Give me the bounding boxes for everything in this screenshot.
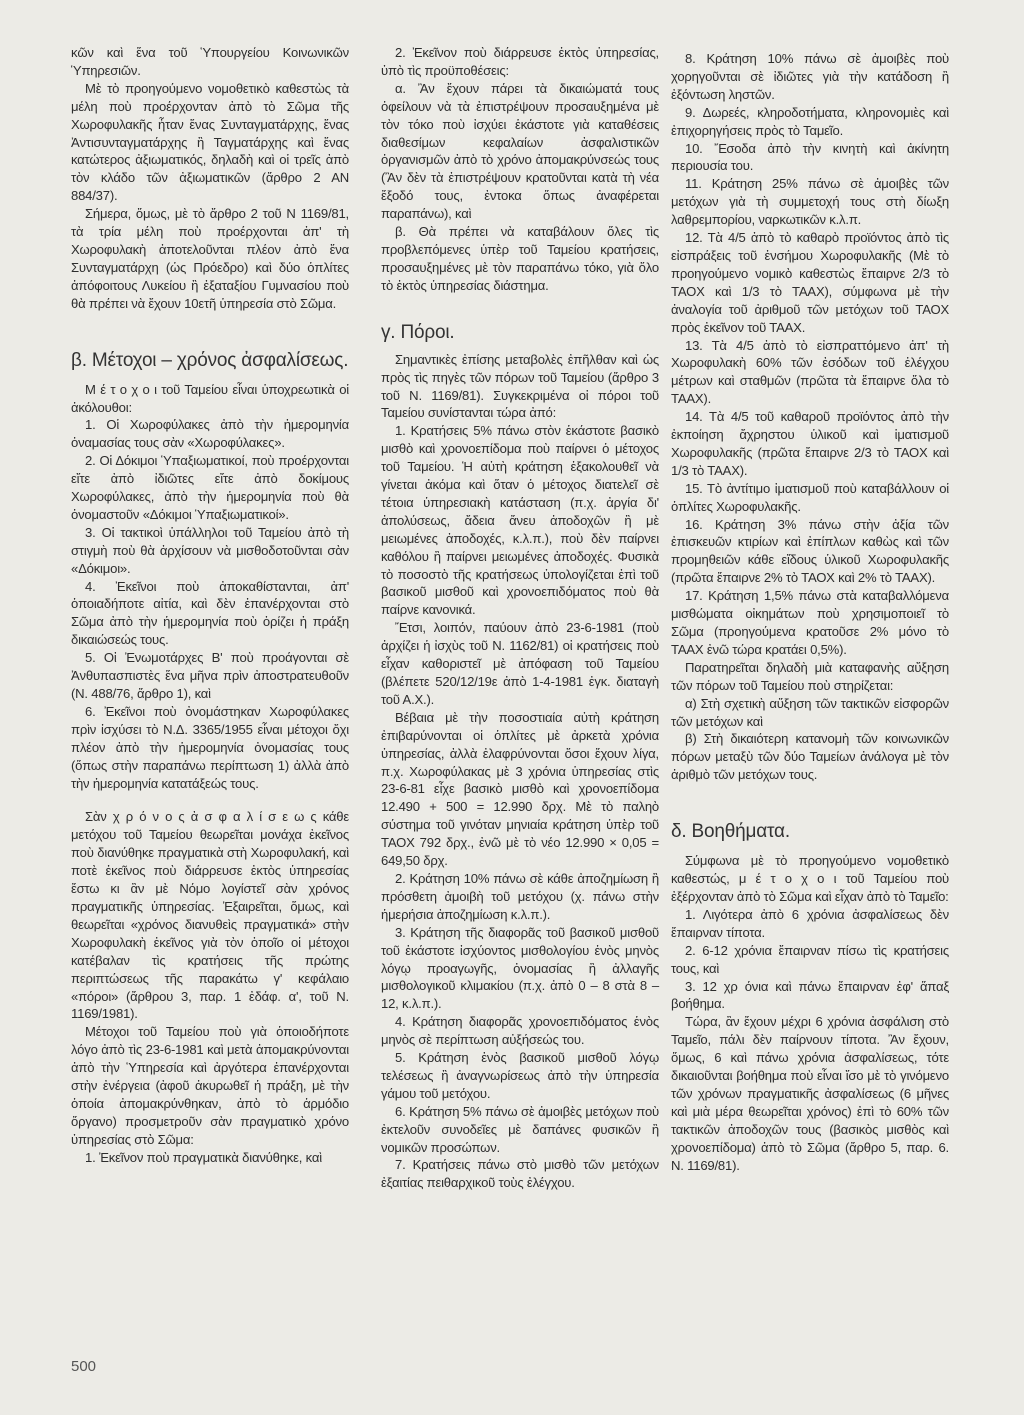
column-left: [71, 44, 349, 1167]
paragraph: 8. Κράτηση 10% πάνω σὲ ἀμοιβὲς ποὺ χορηγοῦνται σὲ ἰδιῶτες γιὰ τὴν κατάδοση ἢ ἐξόντωση ληστῶν.: [671, 51, 949, 102]
paragraph: Μὲ τὸ προηγούμενο νομοθετικὸ καθεστὼς τὰ μέλη ποὺ προέρχονταν ἀπὸ τὸ Σῶμα τῆς Χωροφυλακῆς ἦταν ἕνας Συνταγματάρχης, ἕνας Ἀντισυνταγματάρχης ἢ Ταγματάρχης καὶ ἕνας κατώτερος ἀξιωματικός, δηλαδὴ καὶ οἱ τρεῖς ἀπὸ τὸν κλάδο τῶν ἀξιωματικῶν (ἄρθρο 2 ΑΝ 884/37).: [71, 80, 349, 204]
paragraph: 17. Κράτηση 1,5% πάνω στὰ καταβαλλόμενα μισθώματα οἰκημάτων ποὺ χρησιμοποιεῖ τὸ Σῶμα (προηγούμενα κρατοῦσε 2% μόνο τὸ ΤΑΑΧ ἐνῶ τώρα κρατάει 0,5%).: [671, 588, 949, 657]
section-heading-b: β. Μέτοχοι – χρόνος ἀσφαλίσεως.: [71, 349, 349, 371]
paragraph: 11. Κράτηση 25% πάνω σὲ ἀμοιβὲς τῶν μετόχων γιὰ τὴ συμμετοχή τους στὴ δίωξη λαθρεμπορίου, ναρκωτικῶν κ.λ.π.: [671, 176, 949, 228]
paragraph: 6. Κράτηση 5% πάνω σὲ ἀμοιβὲς μετόχων ποὺ ἐκτελοῦν συνοδεῖες μὲ δαπάνες φυσικῶν ἢ νομικῶν προσώπων.: [381, 1103, 659, 1155]
paragraph: 5. Κράτηση ἑνὸς βασικοῦ μισθοῦ λόγῳ τελέσεως ἢ ἀναγνωρίσεως ἀπὸ τὴν ὑπηρεσία γάμου τοῦ μετόχου.: [381, 1050, 659, 1101]
paragraph: 4. Κράτηση διαφορᾶς χρονοεπιδόματος ἑνὸς μηνὸς σὲ περίπτωση αὐξήσεώς του.: [381, 1014, 659, 1048]
paragraph: α. Ἂν ἔχουν πάρει τὰ δικαιώματά τους ὀφείλουν νὰ τὰ ἐπιστρέψουν προσαυξημένα μὲ τὸν τόκο ποὺ ἰσχύει ἑκάστοτε γιὰ καταθέσεις διαθεσίμων κεφαλαίων ἀσφαλιστικῶν ὀργανισμῶν ἀπὸ τὸ χρόνο ἀπομακρύνσεώς τους (Ἂν δὲν τὰ ἐπιστρέψουν κρατοῦνται κατὰ τὴ νέα ἔξοδό τους, ἐντοκα ὅπως ἀναφέρεται παραπάνω), καὶ: [381, 80, 659, 222]
paragraph: κῶν καὶ ἕνα τοῦ Ὑπουργείου Κοινωνικῶν Ὑπηρεσιῶν.: [71, 45, 349, 78]
paragraph: 12. Τὰ 4/5 ἀπὸ τὸ καθαρὸ προϊόντος ἀπὸ τὶς εἰσπράξεις τοῦ ἐνσήμου Χωροφυλακῆς (Μὲ τὸ προηγούμενο νομικὸ καθεστὼς ἔπαιρνε 2/3 τὸ ΤΑΟΧ καὶ 1/3 τὸ ΤΑΑΧ), σύμφωνα μὲ τὴν ἀναλογία τοῦ ἀριθμοῦ τῶν μετόχων τοῦ ΤΑΟΧ πρὸς ἐκεῖνον τοῦ ΤΑΑΧ.: [671, 230, 949, 335]
paragraph: Μ έ τ ο χ ο ι τοῦ Ταμείου εἶναι ὑποχρεωτικὰ οἱ ἀκόλουθοι:: [71, 381, 349, 415]
paragraph: 2. Οἱ Δόκιμοι Ὑπαξιωματικοί, ποὺ προέρχονται εἴτε ἀπὸ ἰδιῶτες εἴτε ἀπὸ δοκίμους Χωροφύλακες, ἀπὸ τὴν ἡμερομηνία ποὺ θὰ ὀνομαστοῦν «Δόκιμοι Ὑπαξιωματικοί».: [71, 453, 349, 522]
paragraph: 2. 6-12 χρόνια ἔπαιρναν πίσω τὶς κρατήσεις τους, καὶ: [671, 942, 949, 976]
section-heading-c: γ. Πόροι.: [381, 321, 455, 343]
paragraph: 13. Τὰ 4/5 ἀπὸ τὸ εἰσπραττόμενο ἀπ' τὴ Χωροφυλακὴ 60% τῶν ἐσόδων τοῦ ἐλέγχου μέτρων καὶ σταθμῶν (πρῶτα τὰ ἔπαιρνε ὅλα τὸ ΤΑΑΧ).: [671, 337, 949, 407]
paragraph: 16. Κράτηση 3% πάνω στὴν ἀξία τῶν ἐπισκευῶν κτιρίων καὶ ἐπίπλων καθὼς καὶ τῶν προμηθειῶν κάθε εἴδους ὑλικοῦ Χωροφυλακῆς (πρῶτα ἔπαιρνε 2% τὸ ΤΑΟΧ καὶ 2% τὸ ΤΑΑΧ).: [671, 516, 949, 586]
paragraph: 1. Κρατήσεις 5% πάνω στὸν ἑκάστοτε βασικὸ μισθὸ καὶ χρονοεπίδομα ποὺ παίρνει ὁ μέτοχος τοῦ Ταμείου. Ἡ αὐτὴ κράτηση ἐξακολουθεῖ νὰ γίνεται ἀκόμα καὶ ὅταν ὁ μέτοχος διατελεῖ σὲ τέτοια ὑπηρεσιακὴ κατάσταση (π.χ. ἀργία δι' ἀπολύσεως, ἄδεια ἄνευ ἀποδοχῶν ἢ μὲ μειωμένες ἀποδοχές, κ.λ.π.), ποὺ δὲν παίρνει καθόλου ἢ παίρνει μειωμένες ἀποδοχές. Φυσικὰ τὸ ποσοστὸ τῆς κρατήσεως ὑπολογίζεται ἐπὶ τοῦ βασικοῦ μισθοῦ καὶ χρονοεπιδόματος ποὺ θὰ παίρνε κανονικά.: [381, 423, 659, 618]
column-middle: [381, 44, 659, 1192]
paragraph: β. Θὰ πρέπει νὰ καταβάλουν ὅλες τὶς προβλεπόμενες ὑπὲρ τοῦ Ταμείου κρατήσεις, προσαυξημένες μὲ τὸν παραπάνω τόκο, γιὰ ὅλο τὸ ἐκτὸς ὑπηρεσίας διάστημα.: [381, 224, 659, 293]
paragraph: 14. Τὰ 4/5 τοῦ καθαροῦ προϊόντος ἀπὸ τὴν ἐκποίηση ἄχρηστου ὑλικοῦ καὶ ἱματισμοῦ Χωροφυλακῆς (πρῶτα ἔπαιρνε 2/3 τὸ ΤΑΟΧ καὶ 1/3 τὸ ΤΑΑΧ).: [671, 409, 949, 478]
paragraph: 4. Ἐκεῖνοι ποὺ ἀποκαθίστανται, ἀπ' ὁποιαδήποτε αἰτία, καὶ δὲν ἐπανέρχονται στὸ Σῶμα ἀπὸ τὴν ἡμερομηνία ποὺ ὁρίζει ἡ πράξη δικαιώσεώς τους.: [71, 578, 349, 648]
paragraph: 1. Ἐκεῖνον ποὺ πραγματικὰ διανύθηκε, καὶ: [85, 1149, 322, 1165]
paragraph: 3. 12 χρ όνια καὶ πάνω ἔπαιρναν ἐφ' ἅπαξ βοήθημα.: [671, 978, 949, 1012]
paragraph: 3. Κράτηση τῆς διαφορᾶς τοῦ βασικοῦ μισθοῦ τοῦ ἑκάστοτε ἰσχύοντος μισθολογίου ἑνὸς μηνὸς λόγῳ προαγωγῆς, ὀνομασίας ἢ ἀλλαγῆς μισθολογικοῦ κλιμακίου (π.χ. ἀπὸ 0 – 8 στὰ 8 – 12, κ.λ.π.).: [381, 924, 659, 1012]
paragraph: 5. Οἱ Ἐνωμοτάρχες Β' ποὺ προάγονται σὲ Ἀνθυπασπιστὲς ἕνα μῆνα πρὶν ἀποστρατευθοῦν (Ν. 488/76, ἄρθρο 1), καὶ: [71, 650, 349, 701]
paragraph: 2. Κράτηση 10% πάνω σὲ κάθε ἀποζημίωση ἢ πρόσθετη ἀμοιβὴ τοῦ μετόχου (χ. πάνω στὴν ἡμερήσια ἀποζημίωση κ.λ.π.).: [381, 870, 659, 922]
section-heading-d: δ. Βοηθήματα.: [671, 821, 790, 843]
paragraph: Παρατηρεῖται δηλαδὴ μιὰ καταφανὴς αὔξηση τῶν πόρων τοῦ Ταμείου ποὺ στηρίζεται:: [671, 659, 949, 693]
paragraph: 6. Ἐκεῖνοι ποὺ ὀνομάστηκαν Χωροφύλακες πρὶν ἰσχύσει τὸ Ν.Δ. 3365/1955 εἶναι μέτοχοι ὄχι πλέον ἀπὸ τὴν ἡμερομηνία ὀνομασίας τους (ὅπως στὴν παραπάνω περίπτωση 1) ἀλλὰ ἀπὸ τὴν ἡμερομηνία κατατάξεώς τους.: [71, 703, 349, 791]
paragraph: 3. Οἱ τακτικοὶ ὑπάλληλοι τοῦ Ταμείου ἀπὸ τὴ στιγμὴ ποὺ θὰ ἀρχίσουν νὰ μισθοδοτοῦνται σὰν «Δόκιμοι».: [71, 524, 349, 576]
paragraph: Σὰν χ ρ ό ν ο ς ἀ σ φ α λ ί σ ε ω ς κάθε μετόχου τοῦ Ταμείου θεωρεῖται μονάχα ἐκεῖνος ποὺ διανύθηκε πραγματικὰ στὴ Χωροφυλακή, καὶ ποτὲ ἐκεῖνος ποὺ διάρρευσε ἐκτὸς ὑπηρεσίας ἔστω κι ἂν μὲ Νόμο λογίστεῖ σὰν χρόνος πραγματικῆς ὑπηρεσίας. Ἐξαιρεῖται, ὅμως, καὶ θεωρεῖται «χρόνος διανυθεὶς πραγματικά» στὴν Χωροφυλακὴ ἐκεῖνος γιὰ τὸν ὁποῖο οἱ μέτοχοι κατέβαλαν τὶς κρατήσεις τῆς πρώτης περιπτώσεως τῆς παρακάτω γ' κεφάλαιο «πόροι» (ἄρθρου 3, παρ. 1 ἐδάφ. α', τοῦ Ν. 1169/1981).: [71, 809, 349, 1022]
paragraph: Σημαντικὲς ἐπίσης μεταβολὲς ἐπῆλθαν καὶ ὡς πρὸς τὶς πηγὲς τῶν πόρων τοῦ Ταμείου (ἄρθρο 3 τοῦ Ν. 1169/81). Συγκεκριμένα οἱ πόροι τοῦ Ταμείου συνίστανται τώρα ἀπό:: [381, 351, 659, 421]
paragraph: 2. Ἐκεῖνον ποὺ διάρρευσε ἐκτὸς ὑπηρεσίας, ὑπὸ τὶς προϋποθέσεις:: [381, 45, 659, 78]
paragraph: Σήμερα, ὅμως, μὲ τὸ ἄρθρο 2 τοῦ Ν 1169/81, τὰ τρία μέλη ποὺ προέρχονται ἀπ' τὴ Χωροφυλακὴ ἀποτελοῦνται πλέον ἀπὸ ἕνα Συνταγματάρχη (ὡς Πρόεδρο) καὶ δύο ὁπλίτες ἀπόφοιτους Λυκείου ἢ ἑξαταξίου Γυμνασίου ποὺ θὰ πρέπει νὰ ἔχουν 10ετῆ ὑπηρεσία στὸ Σῶμα.: [71, 206, 349, 311]
page-number: 500: [71, 1358, 97, 1375]
paragraph: 10. Ἔσοδα ἀπὸ τὴν κινητὴ καὶ ἀκίνητη περιουσία του.: [671, 140, 949, 174]
paragraph: 9. Δωρεές, κληροδοτήματα, κληρονομιὲς καὶ ἐπιχορηγήσεις πρὸς τὸ Ταμεῖο.: [671, 104, 949, 138]
paragraph: 7. Κρατήσεις πάνω στὸ μισθὸ τῶν μετόχων ἐξαιτίας πειθαρχικοῦ τοὺς ἐλέγχου.: [381, 1157, 659, 1191]
paragraph: Ἔτσι, λοιπόν, παύουν ἀπὸ 23-6-1981 (ποὺ ἀρχίζει ἡ ἰσχὺς τοῦ Ν. 1162/81) οἱ κρατήσεις ποὺ εἶχαν καθοριστεῖ μὲ ἀπόφαση τοῦ Ταμείου (βλέπετε 520/12/19ε ἀπὸ 1-4-1981 ἐγκ. διαταγὴ τοῦ Α.Χ.).: [381, 620, 659, 707]
column-right: [671, 50, 949, 1174]
paragraph: α) Στὴ σχετικὴ αὔξηση τῶν τακτικῶν εἰσφορῶν τῶν μετόχων καὶ: [671, 695, 949, 729]
paragraph: 1. Οἱ Χωροφύλακες ἀπὸ τὴν ἡμερομηνία ὀναμασίας τους σὰν «Χωροφύλακες».: [71, 417, 349, 451]
paragraph: Σύμφωνα μὲ τὸ προηγούμενο νομοθετικὸ καθεστώς, μ έ τ ο χ ο ι τοῦ Ταμείου ποὺ ἐξέρχονταν ἀπὸ τὸ Σῶμα καὶ εἶχαν ἀπὸ τὸ Ταμεῖο:: [671, 853, 949, 904]
paragraph: β) Στὴ δικαιότερη κατανομὴ τῶν κοινωνικῶν πόρων μεταξὺ τῶν δύο Ταμείων ἀνάλογα μὲ τὸν ἀριθμὸ τῶν μετόχων τους.: [671, 731, 949, 783]
paragraph: Βέβαια μὲ τὴν ποσοστιαία αὐτὴ κράτηση ἐπιβαρύνονται οἱ ὁπλίτες μὲ ἀρκετὰ χρόνια ὑπηρεσίας, ἀλλὰ ἐλαφρύνονται ὅσοι ἔχουν λίγα, π.χ. Χωροφύλακας μὲ 3 χρόνια ὑπηρεσίας στὶς 23-6-81 εἶχε βασικὸ μισθὸ καὶ χρονοεπίδομα 12.490 + 500 = 12.990 δρχ. Μὲ τὸ παληὸ σύστημα τοῦ γινόταν μηνιαία κράτηση ὑπὲρ τοῦ ΤΑΟΧ 792 δρχ., ἐνῶ μὲ τὸ νέο 12.990 × 0,05 = 649,50 δρχ.: [381, 709, 659, 869]
paragraph: Μέτοχοι τοῦ Ταμείου ποὺ γιὰ ὁποιοδήποτε λόγο ἀπὸ τὶς 23-6-1981 καὶ μετὰ ἀπομακρύνονται ἀπὸ τὴν Ὑπηρεσία καὶ ἀργότερα ἐπανέρχονται στὴν ἐνέργεια (ἀφοῦ ἀκυρωθεῖ ἡ πράξη, μὲ τὴν ὁποία ἀπομακρύνθηκαν, ἀπὸ τὸ ἁρμόδιο ὄργανο) προσμετροῦν σὰν πραγματικὸ χρόνο ὑπηρεσίας στὸ Σῶμα:: [71, 1024, 349, 1147]
paragraph: Τώρα, ἂν ἔχουν μέχρι 6 χρόνια ἀσφάλιση στὸ Ταμεῖο, πάλι δὲν παίρνουν τίποτα. Ἂν ἔχουν, ὅμως, 6 καὶ πάνω χρόνια ἀσφαλίσεως, τότε δικαιοῦνται βοήθημα ποὺ εἶναι ἴσο μὲ τὸ γινόμενο τῶν χρόνων πραγματικῆς ἀσφαλίσεως (6 μῆνες καὶ μιὰ μέρα θεωρεῖται χρόνος) ἐπὶ τὸ 60% τῶν τακτικῶν ἀποδοχῶν τους (βασικὸς μισθὸς καὶ χρονοεπίδομα) ἀπὸ τὸ Σῶμα (ἄρθρο 5, παρ. 6. Ν. 1169/81).: [671, 1014, 949, 1173]
paragraph: 1. Λιγότερα ἀπὸ 6 χρόνια ἀσφαλίσεως δὲν ἔπαιρναν τίποτα.: [671, 906, 949, 940]
paragraph: 15. Τὸ ἀντίτιμο ἱματισμοῦ ποὺ καταβάλλουν οἱ ὁπλίτες Χωροφυλακῆς.: [671, 480, 949, 514]
